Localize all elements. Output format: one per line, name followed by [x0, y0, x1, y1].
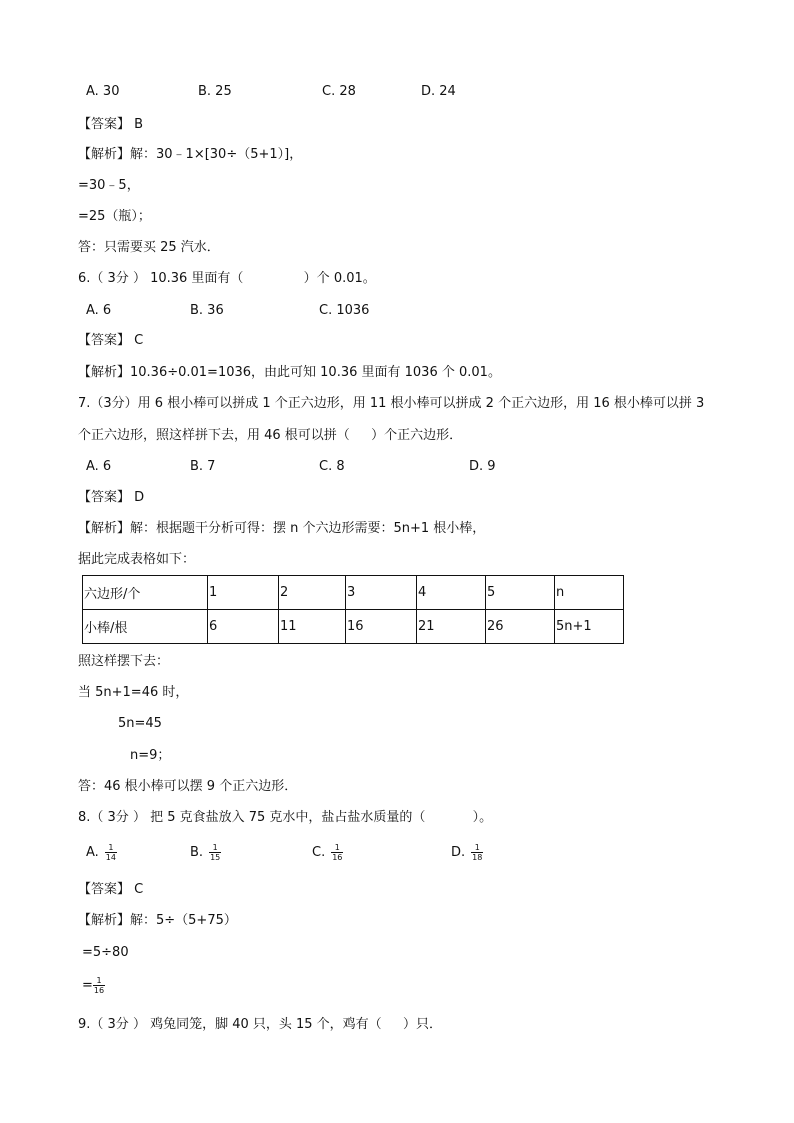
fraction — [209, 843, 221, 862]
q6-option-c: C. 1036 — [319, 303, 370, 318]
table-row — [83, 610, 624, 644]
q5-analysis-line: 【解析】解：30﹣1×[30÷（5+1）]， — [78, 147, 303, 162]
q8-answer: 【答案】 C — [78, 882, 144, 897]
q5-answer: 【答案】 B — [78, 117, 144, 132]
q7-analysis: 【解析】解：根据题干分析可得：摆 n 个六边形需要：5n+1 根小棒， — [78, 521, 486, 536]
option-label: D. — [451, 845, 466, 860]
q7-option-d: D. 9 — [469, 459, 496, 474]
table-cell: 小棒/根 — [83, 610, 208, 644]
q7-conclusion: 答：46 根小棒可以摆 9 个正六边形． — [78, 779, 298, 794]
q8-result — [82, 976, 105, 995]
table-cell: n — [555, 576, 624, 610]
table-cell: 5n+1 — [555, 610, 624, 644]
fraction-numerator: 1 — [331, 843, 343, 853]
q7-step: 5n=45 — [118, 716, 162, 731]
table-cell: 2 — [279, 576, 346, 610]
fraction-denominator: 18 — [472, 853, 483, 862]
q8-option-a — [86, 843, 117, 862]
q9-question: 9.（ 3分 ） 鸡兔同笼，脚 40 只，头 15 个，鸡有（ ）只． — [78, 1017, 442, 1032]
option-label: A. — [86, 845, 99, 860]
q5-option-a: A. 30 — [86, 84, 120, 99]
q7-table — [82, 575, 624, 644]
fraction-numerator: 1 — [105, 843, 117, 853]
table-cell: 6 — [208, 610, 279, 644]
q8-option-b — [190, 843, 221, 862]
option-label: B. — [190, 845, 204, 860]
q8-option-d — [451, 843, 483, 862]
q7-option-b: B. 7 — [190, 459, 216, 474]
fraction-numerator: 1 — [209, 843, 221, 853]
equals-sign: = — [82, 978, 93, 993]
fraction-denominator: 16 — [93, 986, 105, 995]
fraction — [471, 843, 483, 862]
q7-step: 当 5n+1=46 时， — [78, 685, 189, 700]
fraction-numerator: 1 — [93, 976, 105, 986]
fraction-denominator: 16 — [332, 853, 343, 862]
q6-analysis: 【解析】10.36÷0.01=1036，由此可知 10.36 里面有 1036 个 0.01。 — [78, 365, 501, 380]
fraction — [93, 976, 105, 995]
q7-answer: 【答案】 D — [78, 490, 145, 505]
table-cell: 21 — [417, 610, 486, 644]
q5-option-d: D. 24 — [421, 84, 456, 99]
table-cell: 26 — [486, 610, 555, 644]
table-row — [83, 576, 624, 610]
q7-table-intro: 据此完成表格如下： — [78, 552, 196, 567]
q6-question: 6.（ 3分 ） 10.36 里面有（ ）个 0.01。 — [78, 271, 376, 286]
q8-question: 8.（ 3分 ） 把 5 克食盐放入 75 克水中，盐占盐水质量的（ ）。 — [78, 810, 493, 825]
table-cell: 六边形/个 — [83, 576, 208, 610]
q7-option-c: C. 8 — [319, 459, 345, 474]
q8-analysis-line: 【解析】解：5÷（5+75） — [78, 913, 237, 928]
fraction-numerator: 1 — [471, 843, 483, 853]
fraction-denominator: 14 — [105, 853, 116, 862]
fraction-denominator: 15 — [210, 853, 221, 862]
q7-option-a: A. 6 — [86, 459, 112, 474]
q7-step: 照这样摆下去： — [78, 654, 170, 669]
q5-analysis-line: =30﹣5， — [78, 178, 140, 193]
q7-question-line: 7.（3分）用 6 根小棒可以拼成 1 个正六边形，用 11 根小棒可以拼成 2 个正六边形，用 16 根小棒可以拼 3 — [78, 396, 705, 411]
q7-step: n=9； — [130, 748, 171, 763]
q8-option-c — [312, 843, 343, 862]
table-cell: 5 — [486, 576, 555, 610]
table-cell: 3 — [346, 576, 417, 610]
q5-option-c: C. 28 — [322, 84, 356, 99]
q5-analysis-line: =25（瓶）； — [78, 209, 151, 224]
table-cell: 4 — [417, 576, 486, 610]
option-label: C. — [312, 845, 326, 860]
table-cell: 11 — [279, 610, 346, 644]
q6-option-a: A. 6 — [86, 303, 112, 318]
q8-analysis-line: =5÷80 — [82, 945, 129, 960]
table-cell: 16 — [346, 610, 417, 644]
q6-answer: 【答案】 C — [78, 333, 144, 348]
table-cell: 1 — [208, 576, 279, 610]
q6-option-b: B. 36 — [190, 303, 224, 318]
q7-question-line: 个正六边形，照这样拼下去，用 46 根可以拼（ ）个正六边形． — [78, 428, 463, 443]
fraction — [331, 843, 343, 862]
q5-conclusion: 答：只需要买 25 汽水． — [78, 240, 220, 255]
fraction — [105, 843, 117, 862]
q5-option-b: B. 25 — [198, 84, 232, 99]
